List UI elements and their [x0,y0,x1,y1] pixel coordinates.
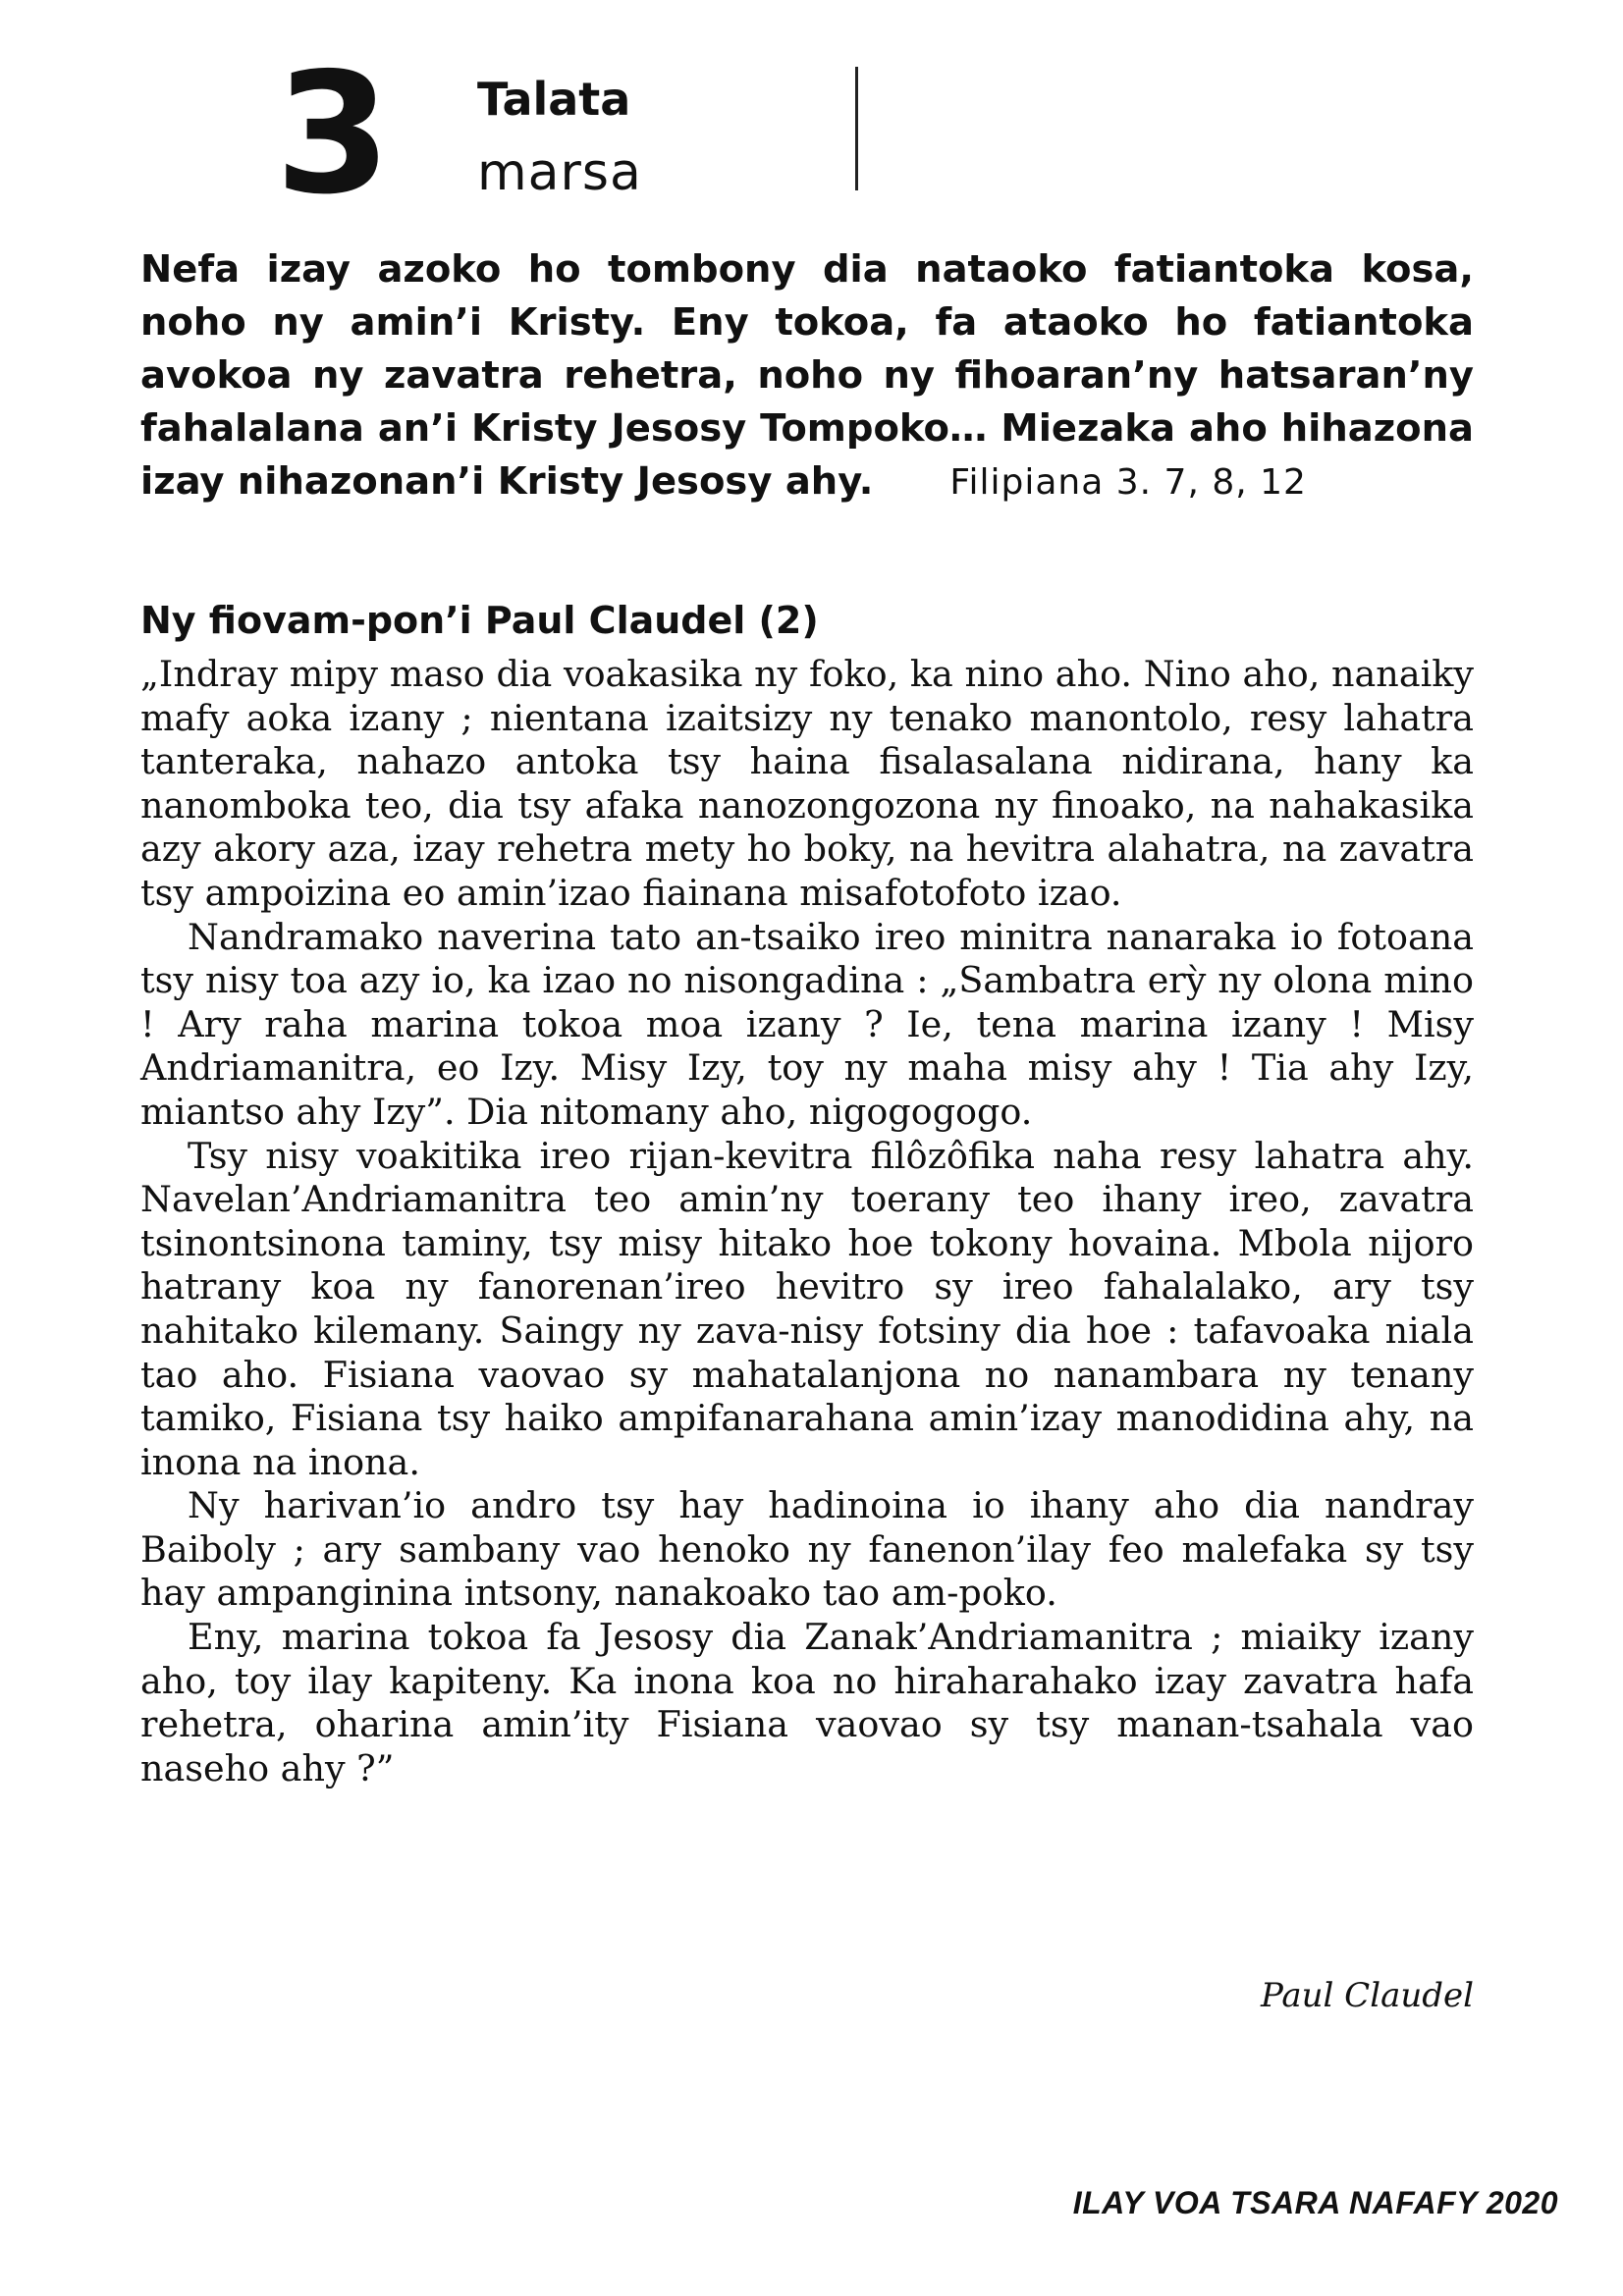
article-title: Ny fiovam-pon’i Paul Claudel (2) [140,599,819,642]
article-paragraph: Nandramako naverina tato an-tsaiko ireo minitra nanaraka io fotoana tsy nisy toa azy io, ka izao no nisongadina : „Sambatra erỳ ny olona mino ! Ary raha marina tokoa moa izany ? Ie, tena marina izany ! Misy Andriamanitra, eo Izy. Misy Izy, toy ny maha misy ahy ! Tia ahy Izy, miantso ahy Izy”. Dia nitomany aho, nigogogogo. [140,915,1474,1133]
day-name: Talata [477,73,631,126]
verse-text: Nefa izay azoko ho tombony dia nataoko fatiantoka kosa, noho ny amin’i Kristy. Eny tokoa, fa ataoko ho fatiantoka avokoa ny zavatra rehetra, noho ny fihoaran’ny hatsaran’ny fahalalana an’i Kristy Jesosy Tompoko… Miezaka aho hihazona izay nihazonan’i Kristy Jesosy ahy. [140,247,1474,504]
verse-block [140,243,1474,509]
article-paragraph: Tsy nisy voakitika ireo rijan-kevitra filôzôfika naha resy lahatra ahy. Navelan’Andriamanitra teo amin’ny toerany teo ihany ireo, zavatra tsinontsinona taminy, tsy misy hitako hoe tokony hovaina. Mbola nijoro hatrany koa ny fanorenan’ireo hevitro sy ireo fahalalako, ary tsy nahitako kilemany. Saingy ny zava-nisy fotsiny dia hoe : tafavoaka niala tao aho. Fisiana vaovao sy mahatalanjona no nanambara ny tenany tamiko, Fisiana tsy haiko ampifanarahana amin’izay manodidina ahy, na inona na inona. [140,1134,1474,1483]
verse-reference: Filipiana 3. 7, 8, 12 [949,462,1307,503]
day-number: 3 [275,37,388,232]
article-paragraph: Ny harivan’io andro tsy hay hadinoina io ihany aho dia nandray Baiboly ; ary sambany vao henoko ny fanenon’ilay feo malefaka sy tsy hay ampanginina intsony, nanakoako tao am-poko. [140,1484,1474,1615]
header-divider [855,67,858,190]
article-body [140,653,1474,1790]
article-author: Paul Claudel [1260,1976,1474,2015]
article-paragraph: Eny, marina tokoa fa Jesosy dia Zanak’Andriamanitra ; miaiky izany aho, toy ilay kapiteny. Ka inona koa no hiraharahako izay zavatra hafa rehetra, oharina amin’ity Fisiana vaovao sy tsy manan-tsahala vao naseho ahy ?” [140,1616,1474,1789]
footer-publication: ILAY VOA TSARA NAFAFY 2020 [1072,2185,1558,2220]
article-paragraph: „Indray mipy maso dia voakasika ny foko, ka nino aho. Nino aho, nanaiky mafy aoka izany ; nientana izaitsizy ny tenako manontolo, resy lahatra tanteraka, nahazo antoka tsy haina fisalasalana nidirana, hany ka nanomboka teo, dia tsy afaka nanozongozona ny finoako, na nahakasika azy akory aza, izay rehetra mety ho boky, na hevitra alahatra, na zavatra tsy ampoizina eo amin’izao fiainana misafotofoto izao. [140,653,1474,914]
month-name: marsa [477,143,642,202]
